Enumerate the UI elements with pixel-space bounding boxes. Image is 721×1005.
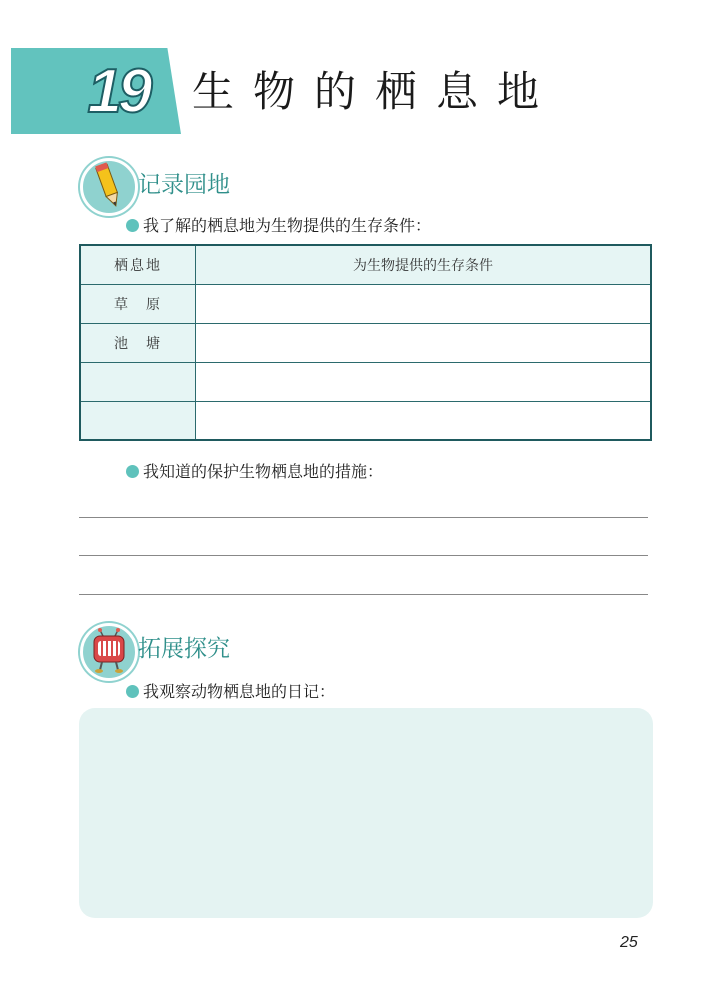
conditions-cell[interactable] — [196, 323, 652, 362]
writing-line[interactable] — [79, 555, 648, 556]
lesson-number: 19 — [87, 57, 149, 126]
page-number: 25 — [620, 934, 638, 951]
prompt-diary — [126, 681, 335, 703]
robot-icon — [80, 623, 138, 681]
writing-line[interactable] — [79, 517, 648, 518]
habitat-table — [79, 244, 652, 441]
habitat-cell: 池 塘 — [80, 323, 196, 362]
bullet-dot — [126, 219, 139, 232]
table-row — [80, 401, 651, 440]
bullet-dot — [126, 685, 139, 698]
table-header-row — [80, 245, 651, 284]
prompt-habitat-conditions — [126, 215, 431, 237]
conditions-cell[interactable] — [196, 362, 652, 401]
prompt-text: 我观察动物栖息地的日记： — [143, 682, 336, 701]
habitat-cell[interactable] — [80, 401, 196, 440]
header-conditions: 为生物提供的生存条件 — [196, 245, 652, 284]
conditions-cell[interactable] — [196, 284, 652, 323]
writing-line[interactable] — [79, 594, 648, 595]
prompt-text: 我了解的栖息地为生物提供的生存条件： — [143, 216, 432, 235]
habitat-cell: 草 原 — [80, 284, 196, 323]
bullet-dot — [126, 465, 139, 478]
pencil-icon — [80, 158, 138, 216]
conditions-cell[interactable] — [196, 401, 652, 440]
section-title-explore: 拓展探究 — [138, 636, 230, 662]
prompt-text: 我知道的保护生物栖息地的措施： — [143, 462, 384, 481]
section-title-record: 记录园地 — [138, 172, 230, 198]
diary-writing-area[interactable] — [79, 708, 653, 918]
prompt-protection — [126, 461, 383, 483]
table-row — [80, 362, 651, 401]
lesson-title: 生物的栖息地 — [192, 67, 559, 116]
table-row — [80, 284, 651, 323]
habitat-cell[interactable] — [80, 362, 196, 401]
header-habitat: 栖息地 — [80, 245, 196, 284]
table-row — [80, 323, 651, 362]
